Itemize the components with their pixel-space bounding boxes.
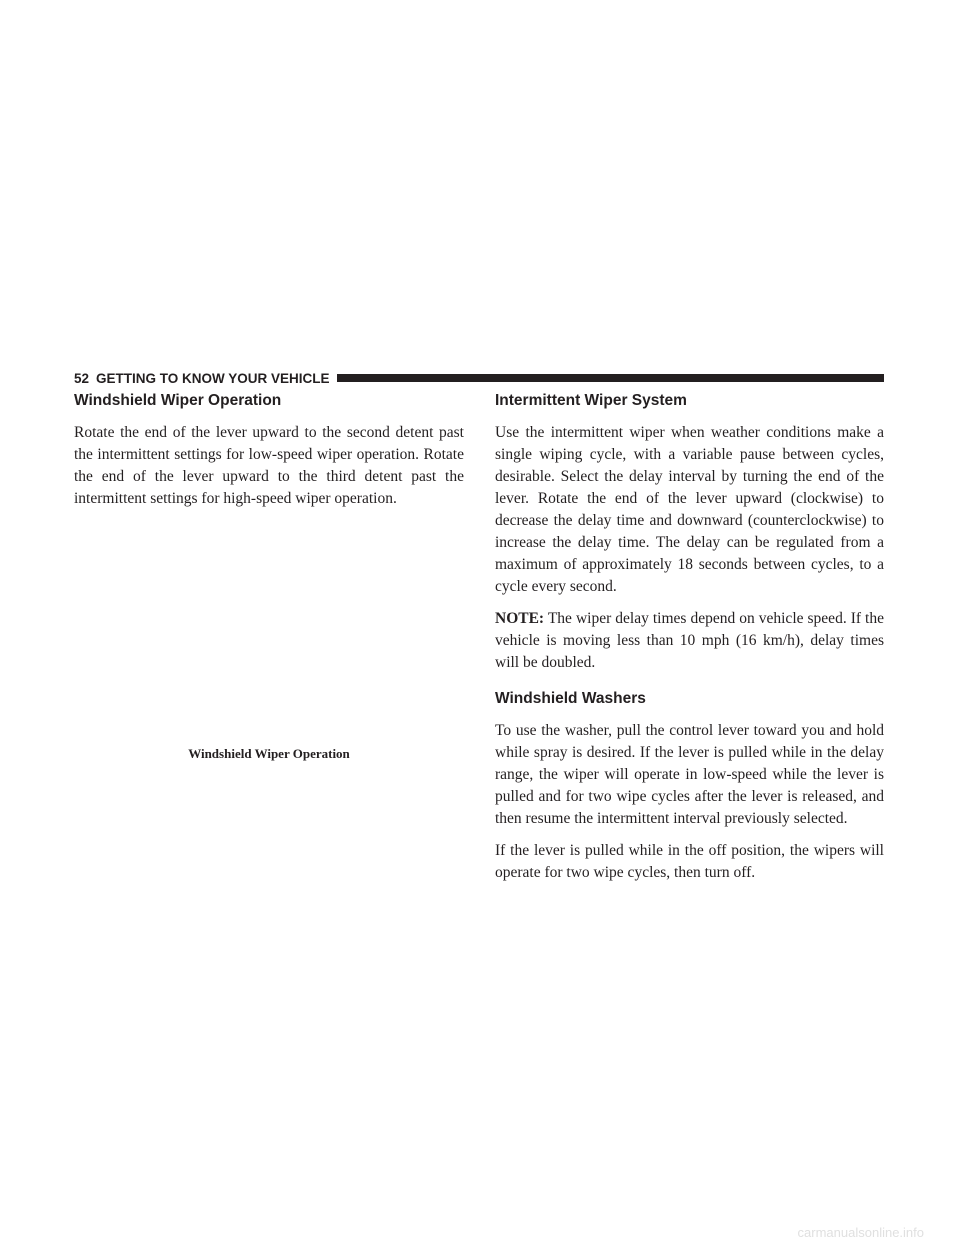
heading-windshield-washers: Windshield Washers xyxy=(495,690,646,707)
watermark-text: carmanualsonline.info xyxy=(797,1225,924,1240)
page-header xyxy=(74,369,884,387)
heading-windshield-wiper-operation: Windshield Wiper Operation xyxy=(74,392,282,409)
paragraph-washer-off-position: If the lever is pulled while in the off position, the wipers will operate for two wipe cycles, then turn off. xyxy=(495,842,884,881)
right-column xyxy=(495,392,884,894)
figure-placeholder xyxy=(74,520,464,760)
paragraph-wiper-operation: Rotate the end of the lever upward to the second detent past the intermittent settings for low-speed wiper operation. Rotate the end of the lever upward to the third detent past the intermittent settings for high-speed wiper operation. xyxy=(74,424,464,507)
header-rule xyxy=(337,374,884,382)
figure-caption: Windshield Wiper Operation xyxy=(188,746,350,761)
note-label: NOTE: xyxy=(495,610,545,627)
left-column xyxy=(74,392,464,760)
page-number: 52 xyxy=(74,370,90,386)
paragraph-washer-use: To use the washer, pull the control lever toward you and hold while spray is desired. If the lever is pulled while in the delay range, the wiper will operate in low-speed while the lever is pulled and for two wipe cycles after the lever is released, and then resume the intermittent interval previously selected. xyxy=(495,722,884,827)
paragraph-intermittent-wiper: Use the intermittent wiper when weather conditions make a single wiping cycle, with a variable pause between cycles, desirable. Select the delay interval by turning the end of the lever. Rotate the end of the lever upward (clockwise) to decrease the delay time and downward (counterclockwise) to increase the delay time. The delay can be regulated from a maximum of approximately 18 seconds between cycles, to a cycle every second. xyxy=(495,424,884,595)
section-title: GETTING TO KNOW YOUR VEHICLE xyxy=(96,370,330,386)
note-paragraph xyxy=(495,608,884,674)
note-text: The wiper delay times depend on vehicle speed. If the vehicle is moving less than 10 mph (16 km/h), delay times will be doubled. xyxy=(495,610,884,671)
heading-intermittent-wiper-system: Intermittent Wiper System xyxy=(495,392,687,409)
